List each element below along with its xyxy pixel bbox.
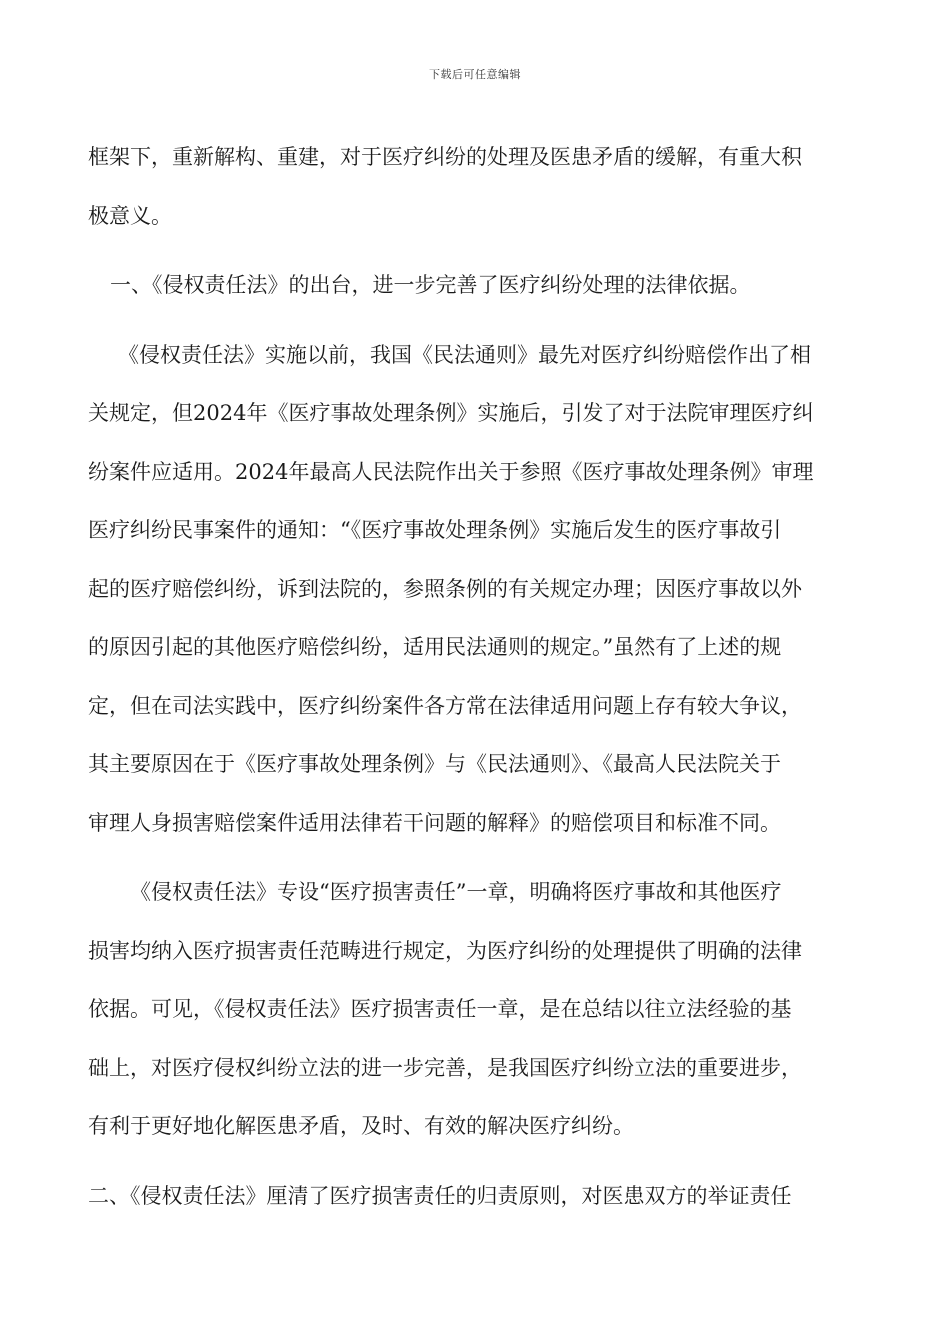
- text-line: 起的医疗赔偿纠纷，诉到法院的，参照条例的有关规定办理；因医疗事故以外: [88, 576, 802, 601]
- text-line: 医疗纠纷民事案件的通知：“《医疗事故处理条例》实施后发生的医疗事故引: [88, 518, 782, 542]
- text-line: 定，但在司法实践中，医疗纠纷案件各方常在法律适用问题上存有较大争议，: [88, 693, 802, 718]
- text-line: 有利于更好地化解医患矛盾，及时、有效的解决医疗纠纷。: [88, 1114, 634, 1138]
- paragraph: [88, 1167, 853, 1226]
- text-line: 础上，对医疗侵权纠纷立法的进一步完善，是我国医疗纠纷立法的重要进步，: [88, 1055, 802, 1080]
- text-line: 《侵权责任法》实施以前，我国《民法通则》最先对医疗纠纷赔偿作出了相: [118, 342, 811, 367]
- paragraph-spacer: [88, 1156, 853, 1167]
- text-line: 依据。可见，《侵权责任法》医疗损害责任一章，是在总结以往立法经验的基: [88, 997, 792, 1021]
- text-line: 关规定，但2024年《医疗事故处理条例》实施后，引发了对于法院审理医疗纠: [88, 401, 814, 425]
- paragraph-spacer: [88, 852, 853, 863]
- paragraph-spacer: [88, 245, 853, 256]
- page-header: 下载后可任意编辑: [429, 68, 521, 81]
- text-line: 纷案件应适用。2024年最高人民法院作出关于参照《医疗事故处理条例》审理: [88, 459, 814, 484]
- paragraph: [88, 128, 853, 245]
- document-body: [88, 128, 853, 1225]
- text-line: 《侵权责任法》专设“医疗损害责任”一章，明确将医疗事故和其他医疗: [130, 880, 782, 904]
- paragraph-spacer: [88, 315, 853, 326]
- text-line: 框架下，重新解构、重建，对于医疗纠纷的处理及医患矛盾的缓解，有重大积: [88, 145, 802, 169]
- paragraph: [88, 863, 853, 1156]
- text-line: 其主要原因在于《医疗事故处理条例》与《民法通则》、《最高人民法院关于: [88, 752, 781, 776]
- text-line: 审理人身损害赔偿案件适用法律若干问题的解释》的赔偿项目和标准不同。: [88, 810, 781, 835]
- text-line: 损害均纳入医疗损害责任范畴进行规定，为医疗纠纷的处理提供了明确的法律: [88, 938, 802, 963]
- paragraph: [88, 256, 853, 315]
- paragraph: [88, 326, 853, 853]
- text-line: 二、《侵权责任法》厘清了医疗损害责任的归责原则，对医患双方的举证责任: [88, 1183, 792, 1208]
- text-line: 极意义。: [88, 203, 172, 228]
- text-line: 的原因引起的其他医疗赔偿纠纷，适用民法通则的规定。”虽然有了上述的规: [88, 635, 782, 659]
- text-line: 一、《侵权责任法》的出台，进一步完善了医疗纠纷处理的法律依据。: [110, 273, 751, 297]
